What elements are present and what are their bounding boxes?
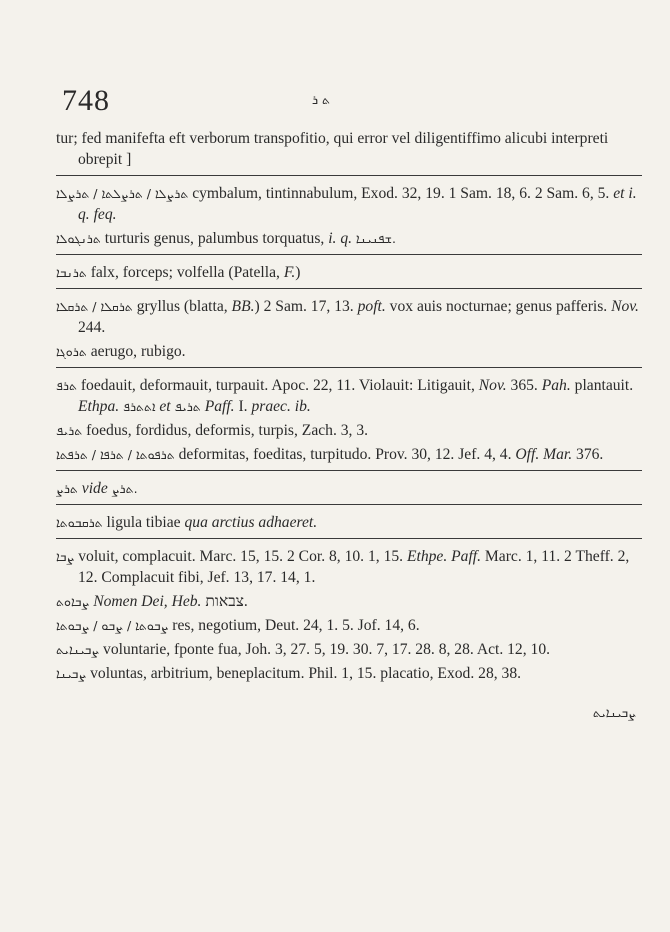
section-divider — [56, 288, 642, 289]
section-divider — [56, 470, 642, 471]
italic-text: Nomen Dei, Heb. — [93, 593, 202, 610]
section-divider — [56, 367, 642, 368]
syriac-headword: ܐܬܬܪܦ — [123, 399, 156, 414]
entry-group — [56, 183, 642, 249]
dictionary-entry — [56, 478, 642, 499]
dictionary-entry — [56, 228, 642, 249]
syriac-headword: ܬܪܢܒܐ — [56, 265, 87, 280]
entry-group — [56, 375, 642, 465]
italic-text: Off. Mar. — [515, 446, 573, 463]
entry-text: ) 2 Sam. 17, 13. — [254, 298, 358, 315]
italic-text: Pah. — [541, 377, 571, 394]
dictionary-entry — [56, 375, 642, 417]
syriac-headword: ܨܒܐ — [56, 549, 75, 564]
entry-text: res, negotium, Deut. 24, 1. 5. Jof. 14, 6. — [168, 617, 420, 634]
italic-text: poft. — [357, 298, 386, 315]
syriac-headword: ܬܪܘܓܐ — [56, 344, 87, 359]
syriac-headword: ܬܪܝܦ — [174, 399, 201, 414]
syriac-headword: ܬܪܦ — [56, 378, 77, 393]
entry-text: falx, forceps; volfella (Patella, — [86, 264, 284, 281]
running-head: ܬ ܪ — [312, 92, 331, 107]
dictionary-entry — [56, 296, 642, 338]
entry-text: ) — [295, 264, 301, 281]
entry-text: plantauit. — [570, 377, 634, 394]
dictionary-entry — [56, 183, 642, 225]
entry-text: deformitas, foeditas, turpitudo. Prov. 30, 12. Jef. 4, 4. — [174, 446, 516, 463]
entry-group — [56, 546, 642, 684]
italic-text: F. — [283, 264, 296, 281]
dictionary-entry — [56, 444, 642, 465]
entry-text: foedauit, deformauit, turpauit. Apoc. 22, 11. Violauit: Litigauit, — [76, 377, 479, 394]
entry-text: 244. — [78, 319, 106, 336]
entry-text: gryllus (blatta, — [132, 298, 232, 315]
italic-text: Paff. — [204, 398, 235, 415]
italic-text: et i. q. feq. — [78, 185, 637, 223]
syriac-headword: ܬܪܨܠܐ / ܬܪܨܠܬܐ / ܬܪܨܠܐ — [56, 186, 189, 201]
italic-text: vide — [81, 480, 108, 497]
syriac-headword: ܬܪܨ — [56, 481, 78, 496]
italic-text: et — [159, 398, 171, 415]
dictionary-entry — [56, 128, 642, 170]
entry-group — [56, 128, 642, 170]
italic-text: qua arctius adhaeret. — [184, 514, 318, 531]
italic-text: Ethpe. Paff. — [406, 548, 482, 565]
entry-text: 365. — [506, 377, 542, 394]
dictionary-entry — [56, 262, 642, 283]
italic-text: BB. — [231, 298, 255, 315]
entry-text: aerugo, rubigo. — [86, 343, 186, 360]
italic-text: Nov. — [611, 298, 639, 315]
page-number: 748 — [62, 84, 110, 117]
italic-text: Nov. — [478, 377, 507, 394]
section-divider — [56, 254, 642, 255]
entry-text: voluit, complacuit. Marc. 15, 15. 2 Cor. 8, 10. 1, 15. — [74, 548, 407, 565]
entry-text: I. — [234, 398, 252, 415]
syriac-headword: ܨܒܝܢܐ — [56, 666, 87, 681]
syriac-headword: ܫܦܢܝܢܐ. — [355, 231, 396, 246]
entry-text: ligula tibiae — [102, 514, 185, 531]
entry-text: vox auis nocturnae; genus pafferis. — [385, 298, 612, 315]
section-divider — [56, 504, 642, 505]
entry-group — [56, 478, 642, 499]
entry-text: cymbalum, tintinnabulum, Exod. 32, 19. 1 Sam. 18, 6. 2 Sam. 6, 5. — [188, 185, 614, 202]
syriac-headword: ܬܪܨ. — [111, 481, 138, 496]
catchword: ܨܒܝܢܐܝܬ — [592, 705, 636, 720]
italic-text: i. q. — [328, 230, 353, 247]
entry-text: foedus, fordidus, deformis, turpis, Zach. 3, 3. — [82, 422, 369, 439]
dictionary-entry — [56, 546, 642, 588]
entry-text: voluntarie, fponte fua, Joh. 3, 27. 5, 19. 30. 7, 17. 28. 8, 28. Act. 12, 10. — [99, 641, 551, 658]
dictionary-entry — [56, 615, 642, 636]
entry-text: צבאות. — [201, 593, 248, 610]
dictionary-entry — [56, 341, 642, 362]
syriac-headword: ܨܒܐܘܬ — [56, 594, 90, 609]
dictionary-entry — [56, 591, 642, 612]
syriac-headword: ܬܪܝܦ — [56, 423, 83, 438]
syriac-headword: ܬܪܩܠܐ / ܬܪܩܠܐ — [56, 299, 133, 314]
syriac-headword: ܬܪܩܒܘܬܐ — [56, 515, 103, 530]
dictionary-entry — [56, 420, 642, 441]
section-divider — [56, 538, 642, 539]
entry-text: turturis genus, palumbus torquatus, — [100, 230, 329, 247]
dictionary-entry — [56, 639, 642, 660]
section-divider — [56, 175, 642, 176]
entry-text: voluntas, arbitrium, beneplacitum. Phil. 1, 15. placatio, Exod. 28, 38. — [86, 665, 522, 682]
entry-text: tur; fed manifefta eft verborum transpofitio, qui error vel diligentiffimo alicubi interpreti obrepit ] — [56, 130, 609, 168]
dictionary-entry — [56, 512, 642, 533]
page-header — [62, 84, 630, 124]
entry-text: 376. — [572, 446, 604, 463]
entry-group — [56, 262, 642, 283]
syriac-headword: ܨܒܝܢܐܝܬ — [56, 642, 100, 657]
entry-text: Marc. 1, 11. 2 Theff. 2, 12. Complacuit fibi, Jef. 13, 17. 14, 1. — [78, 548, 630, 586]
syriac-headword: ܬܪܢܓܘܠܐ — [56, 231, 101, 246]
syriac-headword: ܨܒܘܬܐ / ܨܒܘ / ܨܒܘܬܐ — [56, 618, 169, 633]
syriac-headword: ܬܪܦܘܬܐ / ܬܪܦܐ / ܬܪܦܬܐ — [56, 447, 175, 462]
dictionary-content — [56, 128, 642, 723]
italic-text: Ethpa. — [78, 398, 120, 415]
dictionary-entry — [56, 663, 642, 684]
entry-group — [56, 512, 642, 533]
entry-group — [56, 296, 642, 362]
italic-text: praec. ib. — [251, 398, 311, 415]
